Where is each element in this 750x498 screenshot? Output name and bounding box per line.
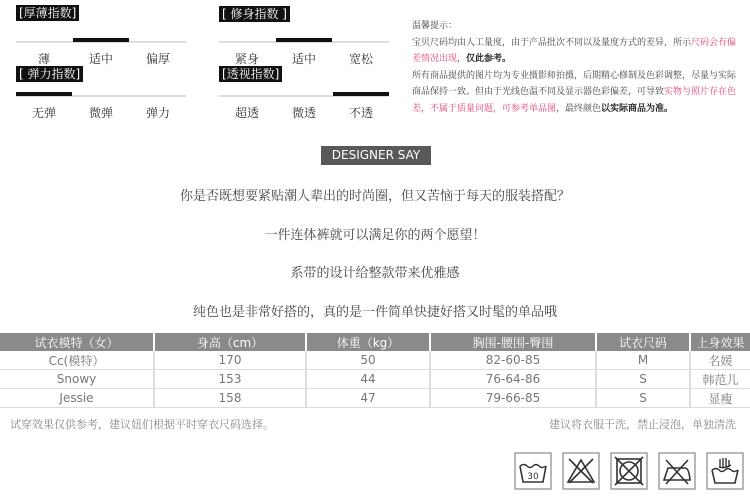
scale-label: 不透 bbox=[348, 106, 373, 120]
scale-label: 超透 bbox=[234, 106, 259, 120]
scale-label: 适中 bbox=[291, 52, 316, 66]
scale-label: 无弹 bbox=[31, 106, 56, 120]
table-row bbox=[0, 389, 750, 408]
transparency-scale bbox=[219, 78, 389, 118]
table-cell: S bbox=[596, 370, 690, 389]
column-header: 体重（kg） bbox=[306, 333, 430, 351]
table-cell: 名媛 bbox=[690, 351, 750, 370]
table-cell: 170 bbox=[154, 351, 306, 370]
designer-line: 一件连体裤就可以满足你的两个愿望！ bbox=[264, 228, 486, 243]
table-cell: S bbox=[596, 389, 690, 408]
table-cell: Jessie bbox=[0, 389, 154, 408]
table-cell: 82-60-85 bbox=[430, 351, 596, 370]
scale-selected-mark bbox=[16, 92, 72, 96]
table-cell: 显瘦 bbox=[690, 389, 750, 408]
fitting-table bbox=[0, 333, 750, 408]
wash-30-icon-graphic bbox=[514, 452, 552, 490]
column-header: 试衣尺码 bbox=[596, 333, 690, 351]
thickness-scale bbox=[16, 24, 186, 64]
transparency-index-title: [透视指数] bbox=[219, 66, 282, 82]
column-header: 胸围-腰围-臀围 bbox=[430, 333, 596, 351]
column-header: 身高（cm） bbox=[154, 333, 306, 351]
elasticity-scale bbox=[16, 78, 186, 118]
scale-label: 偏厚 bbox=[145, 52, 170, 66]
tips-paragraph-1 bbox=[412, 35, 742, 68]
table-cell: 153 bbox=[154, 370, 306, 389]
table-cell: 50 bbox=[306, 351, 430, 370]
scale-label: 微透 bbox=[291, 106, 316, 120]
scale-label: 适中 bbox=[88, 52, 113, 66]
table-cell: 韩范儿 bbox=[690, 370, 750, 389]
table-cell: 44 bbox=[306, 370, 430, 389]
no-tumble-dry-icon bbox=[610, 452, 648, 490]
scale-selected-mark bbox=[73, 38, 129, 42]
table-cell: Snowy bbox=[0, 370, 154, 389]
tips-text: 所有商品提供的图片均为专业摄影师拍摄，后期精心修制及色彩调整，尽量与实际商品保持一致。但由于光线色温不同及显示器色彩偏差，可导致 bbox=[412, 70, 737, 97]
no-iron-icon bbox=[658, 452, 696, 490]
tips-bold: 仅此参考。 bbox=[466, 54, 512, 64]
scale-label: 微弹 bbox=[88, 106, 113, 120]
hand-wash-icon bbox=[706, 452, 744, 490]
scale-label: 弹力 bbox=[145, 106, 170, 120]
wash-30-icon bbox=[514, 452, 552, 490]
fit-scale bbox=[219, 24, 389, 64]
table-cell: M bbox=[596, 351, 690, 370]
column-header: 试衣模特（女） bbox=[0, 333, 154, 351]
tips-bold: 以实际商品为准。 bbox=[601, 103, 674, 114]
table-row bbox=[0, 351, 750, 370]
designer-say-title: DESIGNER SAY bbox=[321, 146, 431, 165]
scale-selected-mark bbox=[333, 92, 389, 96]
fit-index-title: [ 修身指数 ] bbox=[219, 6, 290, 22]
tips-highlight: 实物与照片存在色差，不属于质量问题，可参考单品图 bbox=[412, 87, 737, 114]
table-cell: 158 bbox=[154, 389, 306, 408]
table-header-row bbox=[0, 333, 750, 351]
tips-text: ， bbox=[457, 54, 467, 64]
scale-label: 薄 bbox=[37, 52, 50, 66]
tips-box bbox=[412, 18, 742, 117]
designer-line: 你是否既想要紧贴潮人辈出的时尚圈，但又苦恼于每天的服装搭配？ bbox=[179, 189, 570, 204]
no-bleach-icon bbox=[562, 452, 600, 490]
elasticity-index-title: [ 弹力指数] bbox=[16, 66, 83, 82]
table-cell: 76-64-86 bbox=[430, 370, 596, 389]
wash-temp-text: 30 bbox=[527, 472, 539, 482]
table-cell: Cc(模特） bbox=[0, 351, 154, 370]
table-cell: 79-66-85 bbox=[430, 389, 596, 408]
tips-heading: 温馨提示： bbox=[412, 21, 458, 31]
table-row bbox=[0, 370, 750, 389]
designer-line: 纯色也是非常好搭的，真的是一件简单快捷好搭又时髦的单品哦 bbox=[192, 305, 557, 320]
thickness-index-title: [厚薄指数] bbox=[16, 5, 79, 21]
scale-label: 紧身 bbox=[234, 52, 259, 66]
table-cell: 47 bbox=[306, 389, 430, 408]
tips-text: ，最终颜色 bbox=[556, 103, 602, 114]
column-header: 上身效果 bbox=[690, 333, 750, 351]
scale-label: 宽松 bbox=[348, 52, 373, 66]
tips-paragraph-2 bbox=[412, 68, 742, 118]
fitting-note: 试穿效果仅供参考，建议妞们根据平时穿衣尺码选择。 bbox=[10, 418, 274, 431]
scale-selected-mark bbox=[276, 38, 332, 42]
care-note: 建议将衣服干洗，禁止浸泡，单独清洗 bbox=[549, 418, 736, 431]
designer-line: 系带的设计给整款带来优雅感 bbox=[290, 266, 460, 281]
tips-highlight: 尺码会有偏差情况出现 bbox=[412, 37, 737, 64]
tips-text: 宝贝尺码均由人工量度，由于产品批次不同以及量度方式的差异，所示 bbox=[412, 37, 692, 48]
